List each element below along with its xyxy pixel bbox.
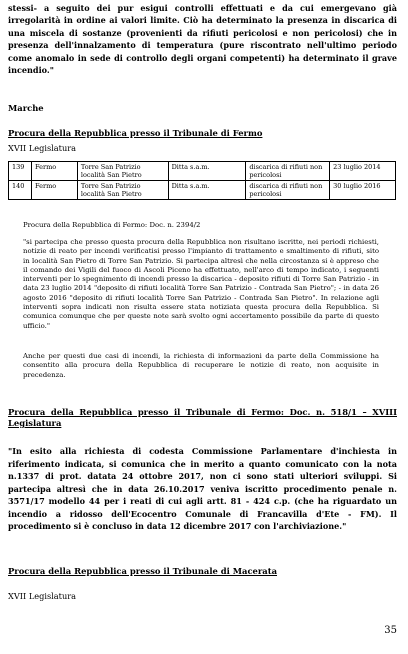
table-cell-location: Torre San Patrizio località San Pietro	[77, 162, 168, 181]
table-cell-num: 140	[9, 181, 32, 200]
section-title-macerata: Procura della Repubblica presso il Tribunale di Macerata	[8, 566, 278, 576]
legislature-label-macerata: XVII Legislatura	[8, 591, 77, 601]
table-cell-date: 23 luglio 2014	[330, 162, 396, 181]
table-cell-city: Fermo	[31, 162, 77, 181]
table-cell-num: 139	[9, 162, 32, 181]
table-cell-company: Ditta s.a.m.	[168, 181, 246, 200]
commentary-paragraph: Anche per questi due casi di incendi, la richiesta di informazioni da parte della Commissione ha consentito alla procura della Repubblica di recuperare le notizie di reato, non acquisite in precedenza.	[23, 352, 379, 379]
region-heading: Marche	[8, 103, 44, 113]
section-title-fermo: Procura della Repubblica presso il Tribunale di Fermo	[8, 128, 263, 138]
fire-incidents-table	[8, 161, 396, 200]
table-cell-city: Fermo	[31, 181, 77, 200]
quote-paragraph: "si partecipa che presso questa procura della Repubblica non risultano iscritte, nei periodi richiesti, notizie di reato per incendi verificatisi presso l'impianto di trattamento e smaltimento di rifiuti, sito in località San Pietro di Torre San Patrizio. Si partecipa altresì che nella circostanza si è appreso che il comando dei Vigili del fuoco di Ascoli Piceno ha effettuato, nell'arco di tempo indicato, i seguenti interventi per lo spegnimento di incendi presso la discarica - deposito rifiuti di Torre San Patrizio - in data 23 luglio 2014 "deposito di rifiuti località Torre San Patrizio - Contrada San Pietro"; - in data 26 agosto 2016 "deposito di rifiuti località Torre San Patrizio - Contrada San Pietro". In relazione agli interventi sopra indicati non risulta essere stata notiziata questa procura della Repubblica. Si comunica comunque che per queste note sarà svolto ogni accertamento possibile da parte di questo ufficio."	[23, 238, 379, 330]
table-cell-date: 30 luglio 2016	[330, 181, 396, 200]
legislature-label: XVII Legislatura	[8, 143, 77, 153]
bold-quote-paragraph: "In esito alla richiesta di codesta Commissione Parlamentare d'inchiesta in riferimento indicata, si comunica che in merito a quanto comunicato con la nota n.1337 di prot. datata 24 ottobre 2017, non ci sono stati ulteriori sviluppi. Si partecipa altresì che in data 26.10.2017 veniva iscritto procedimento penale n. 3571/17 modello 44 per i reati di cui agli artt. 81 - 424 c.p. (che ha riguardato un incendio a ridosso dell'Ecocentro Comunale di Francavilla d'Ete - FM). Il procedimento si è concluso in data 12 dicembre 2017 con l'archiviazione."	[8, 446, 397, 531]
table-cell-type: discarica di rifiuti non pericolosi	[246, 181, 330, 200]
table-cell-type: discarica di rifiuti non pericolosi	[246, 162, 330, 181]
doc-reference: Procura della Repubblica di Fermo: Doc. n. 2394/2	[23, 221, 201, 229]
table-cell-location: Torre San Patrizio località San Pietro	[77, 181, 168, 200]
section-title-fermo-doc: Procura della Repubblica presso il Tribunale di Fermo: Doc. n. 518/1 – XVIII Legislatura	[8, 407, 397, 428]
intro-paragraph: stessi- a seguito dei pur esigui controlli effettuati e da cui emergevano già irregolarità in ordine ai valori limite. Ciò ha determinato la presenza in discarica di una miscela di sostanze (provenienti da rifiuti pericolosi e non pericolosi) che in presenza dell'innalzamento di temperatura (pure riscontrato nell'ultimo periodo come anomalo in sede di controllo degli organi competenti) ha determinato il grave incendio."	[8, 3, 397, 76]
table-cell-company: Ditta s.a.m.	[168, 162, 246, 181]
table-row	[9, 181, 396, 200]
page-number: 35	[384, 625, 397, 636]
table-row	[9, 162, 396, 181]
